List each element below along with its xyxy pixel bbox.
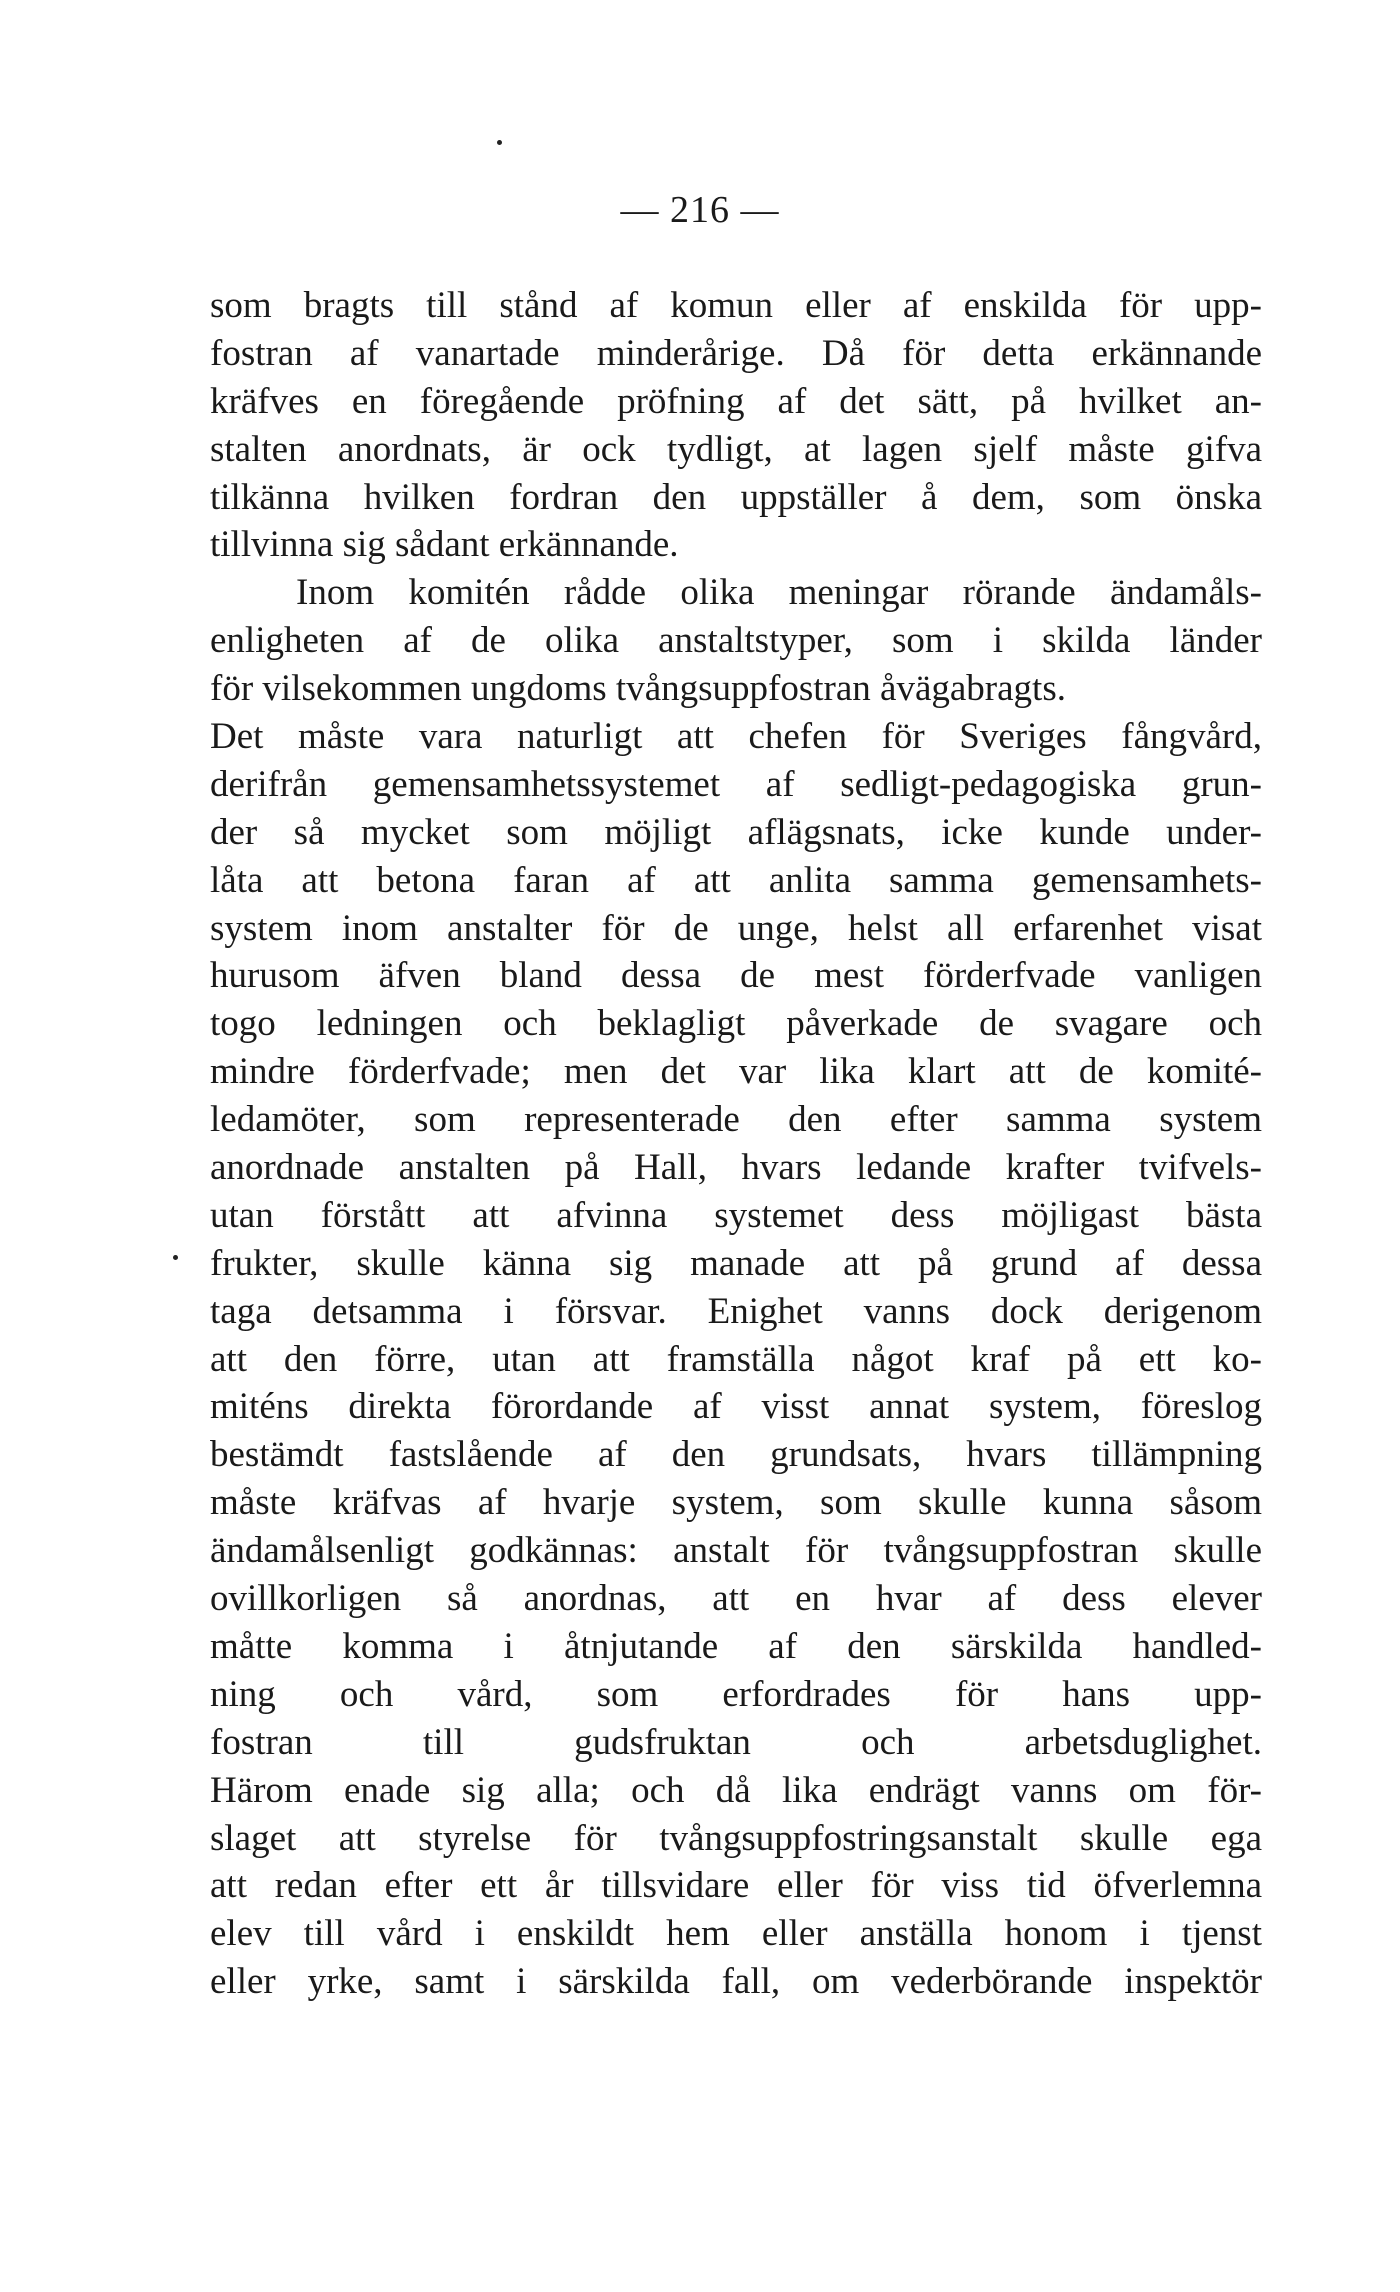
text-line: der så mycket som möjligt aflägsnats, icke kunde under- [210, 811, 1262, 853]
text-line: system inom anstalter för de unge, helst all erfarenhet visat [210, 907, 1262, 949]
text-line: miténs direkta förordande af visst annat system, föreslog [210, 1386, 1262, 1428]
text-line: tillvinna sig sådant erkännande. [210, 524, 679, 566]
text-line: anordnade anstalten på Hall, hvars ledande krafter tvifvels- [210, 1147, 1262, 1189]
text-line: enligheten af de olika anstaltstyper, som i skilda länder [210, 620, 1262, 662]
text-line: ovillkorligen så anordnas, att en hvar af dess elever [210, 1578, 1262, 1620]
text-line: att redan efter ett år tillsvidare eller för viss tid öfverlemna [210, 1865, 1262, 1907]
text-line: för vilsekommen ungdoms tvångsuppfostran åvägabragts. [210, 668, 1066, 710]
text-line: ändamålsenligt godkännas: anstalt för tvångsuppfostran skulle [210, 1530, 1262, 1572]
text-line: tilkänna hvilken fordran den uppställer å dem, som önska [210, 476, 1262, 518]
text-line: måste kräfvas af hvarje system, som skulle kunna såsom [210, 1482, 1262, 1524]
text-line: bestämdt fastslående af den grundsats, hvars tillämpning [210, 1434, 1262, 1476]
text-line: slaget att styrelse för tvångsuppfostringsanstalt skulle ega [210, 1817, 1262, 1859]
text-line: fostran af vanartade minderårige. Då för detta erkännande [210, 332, 1262, 374]
text-line: eller yrke, samt i särskilda fall, om vederbörande inspektör [210, 1961, 1262, 2003]
text-line: ning och vård, som erfordrades för hans upp- [210, 1673, 1262, 1715]
text-line: taga detsamma i försvar. Enighet vanns dock derigenom [210, 1290, 1262, 1332]
text-line: togo ledningen och beklagligt påverkade de svagare och [210, 1003, 1262, 1045]
text-line: kräfves en föregående pröfning af det sätt, på hvilket an- [210, 380, 1262, 422]
text-line: frukter, skulle känna sig manade att på grund af dessa [210, 1242, 1262, 1284]
text-line: elev till vård i enskildt hem eller anställa honom i tjenst [210, 1913, 1262, 1955]
text-line: att den förre, utan att framställa något kraf på ett ko- [210, 1338, 1262, 1380]
text-line: måtte komma i åtnjutande af den särskilda handled- [210, 1625, 1262, 1667]
text-line: Härom enade sig alla; och då lika endrägt vanns om för- [210, 1769, 1262, 1811]
text-line: låta att betona faran af att anlita samma gemensamhets- [210, 859, 1262, 901]
body-text [210, 282, 1262, 2006]
print-speck [173, 1255, 178, 1260]
text-line: ledamöter, som representerade den efter samma system [210, 1099, 1262, 1141]
text-line: mindre förderfvade; men det var lika klart att de komité- [210, 1051, 1262, 1093]
page-number: — 216 — [620, 189, 780, 231]
text-line: hurusom äfven bland dessa de mest förderfvade vanligen [210, 955, 1262, 997]
text-line: utan förstått att afvinna systemet dess möjligast bästa [210, 1194, 1262, 1236]
text-line: stalten anordnats, är ock tydligt, at lagen sjelf måste gifva [210, 428, 1262, 470]
text-line: derifrån gemensamhetssystemet af sedligt-pedagogiska grun- [210, 763, 1262, 805]
text-line: som bragts till stånd af komun eller af enskilda för upp- [210, 285, 1262, 326]
text-line: Inom komitén rådde olika meningar rörande ändamåls- [296, 572, 1262, 614]
text-line: fostran till gudsfruktan och arbetsduglighet. [210, 1721, 1262, 1763]
print-speck [497, 140, 502, 145]
text-line: Det måste vara naturligt att chefen för Sveriges fångvård, [210, 716, 1262, 758]
